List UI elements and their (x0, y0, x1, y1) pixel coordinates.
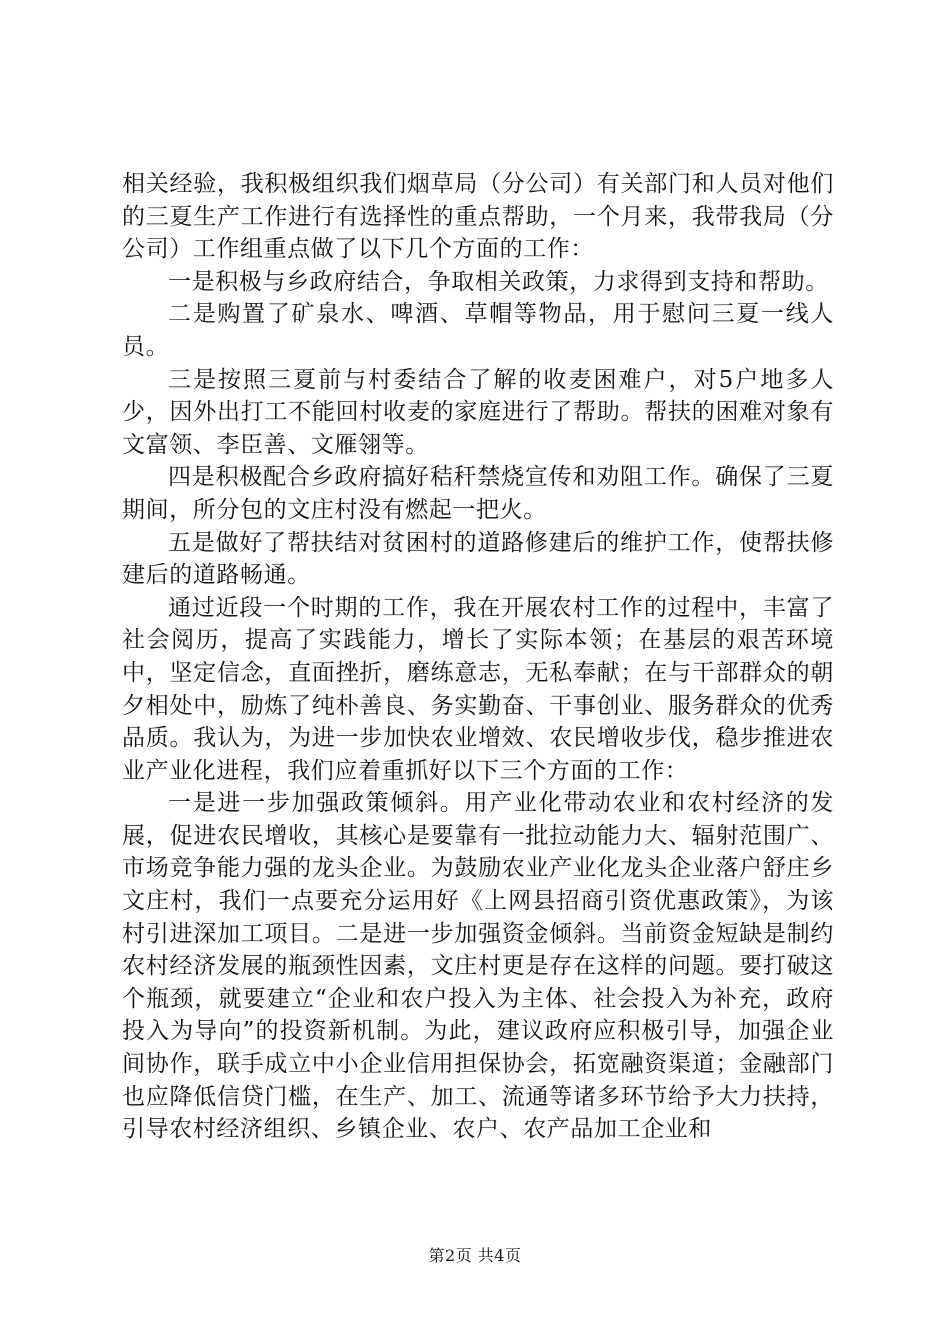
paragraph-recommendations: 一是进一步加强政策倾斜。用产业化带动农业和农村经济的发展，促进农民增收，其核心是要靠有一批拉动能力大、辐射范围广、市场竞争能力强的龙头企业。为鼓励农业产业化龙头企业落户舒庄乡文庄村，我们一点要充分运用好《上网县招商引资优惠政策》，为该村引进深加工项目。二是进一步加强资金倾斜。当前资金短缺是制约农村经济发展的瓶颈性因素，文庄村更是存在这样的问题。要打破这个瓶颈，就要建立“企业和农户投入为主体、社会投入为补充，政府投入为导向”的投资新机制。为此，建议政府应积极引导，加强企业间协作，联手成立中小企业信用担保协会，拓宽融资渠道；金融部门也应降低信贷门槛，在生产、加工、流通等诸多环节给予大力扶持，引导农村经济组织、乡镇企业、农户、农产品加工企业和 (122, 790, 834, 1143)
paragraph-summary: 通过近段一个时期的工作，我在开展农村工作的过程中，丰富了社会阅历，提高了实践能力，增长了实际本领；在基层的艰苦环境中，坚定信念，直面挫折，磨练意志，无私奉献；在与干部群众的朝夕相处中，励炼了纯朴善良、务实勤奋、干事创业、服务群众的优秀品质。我认为，为进一步加快农业增效、农民增收步伐，稳步推进农业产业化进程，我们应着重抓好以下三个方面的工作： (122, 594, 834, 784)
document-body (122, 168, 834, 1146)
paragraph-continuation: 相关经验，我积极组织我们烟草局（分公司）有关部门和人员对他们的三夏生产工作进行有选择性的重点帮助，一个月来，我带我局（分公司）工作组重点做了以下几个方面的工作： (122, 171, 834, 263)
paragraph-item-3: 三是按照三夏前与村委结合了解的收麦困难户，对5户地多人少，因外出打工不能回村收麦的家庭进行了帮助。帮扶的困难对象有文富领、李臣善、文雁翎等。 (122, 366, 834, 458)
paragraph-item-1: 一是积极与乡政府结合，争取相关政策，力求得到支持和帮助。 (168, 268, 829, 295)
paragraph-item-4: 四是积极配合乡政府搞好秸秆禁烧宣传和劝阻工作。确保了三夏期间，所分包的文庄村没有燃起一把火。 (122, 464, 834, 523)
paragraph-item-5: 五是做好了帮扶结对贫困村的道路修建后的维护工作，使帮扶修建后的道路畅通。 (122, 529, 834, 589)
paragraph-item-2: 二是购置了矿泉水、啤酒、草帽等物品，用于慰问三夏一线人员。 (122, 301, 834, 360)
page-footer: 第2页 共4页 (428, 1246, 522, 1265)
